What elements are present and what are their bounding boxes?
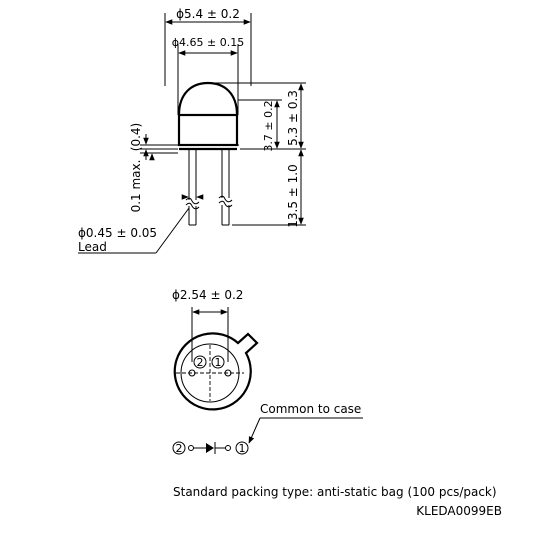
pin-spacing-label: ϕ2.54 ± 0.2: [172, 288, 244, 302]
packing-note: Standard packing type: anti-static bag (100 pcs/pack): [173, 485, 497, 499]
schematic: [173, 442, 248, 455]
svg-text:1: 1: [238, 442, 246, 455]
gap-max-label: 0.1 max.: [129, 159, 143, 213]
lens-dome: [179, 83, 237, 115]
inner-diameter-label: ϕ4.65 ± 0.15: [171, 36, 245, 49]
schematic-pin-2: [173, 442, 185, 455]
inner-diameter-dimension: [172, 36, 244, 115]
schematic-pin-1: [236, 442, 248, 455]
common-to-case-label: Common to case: [260, 402, 362, 416]
body-diameter-label: ϕ5.4 ± 0.2: [176, 7, 240, 21]
height-dimensions: [208, 83, 306, 228]
case-body: [179, 115, 237, 145]
side-view: [78, 7, 306, 254]
flange-dimensions: [129, 123, 178, 213]
diode-symbol: [206, 443, 214, 453]
lead-length-label: 13.5 ± 1.0: [286, 164, 300, 228]
drawing-code: KLEDA0099EB: [416, 504, 502, 518]
bottom-view: [172, 288, 257, 409]
pin-2-marker: [194, 356, 206, 369]
flange-thickness-label: (0.4): [129, 122, 143, 152]
svg-text:2: 2: [175, 442, 183, 455]
svg-text:2: 2: [196, 356, 204, 369]
lead-diameter-label: ϕ0.45 ± 0.05: [78, 226, 158, 240]
pin-1-marker: [212, 356, 224, 369]
total-height-label: 5.3 ± 0.3: [286, 90, 300, 146]
leads: [186, 149, 232, 225]
common-case-callout: [249, 402, 363, 443]
svg-text:1: 1: [214, 356, 222, 369]
lead-label: Lead: [78, 240, 107, 254]
window-height-label: 3.7 ± 0.2: [262, 100, 275, 152]
